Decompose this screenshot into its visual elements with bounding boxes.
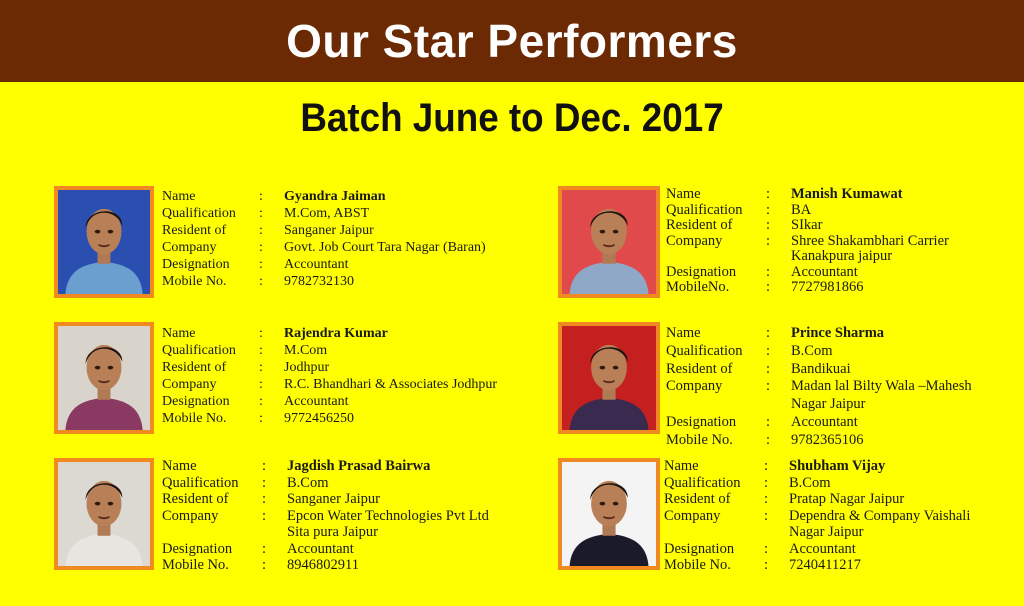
- detail-row: [666, 234, 949, 250]
- detail-value: 7240411217: [789, 557, 861, 573]
- detail-row: [162, 458, 489, 475]
- detail-label: Name: [162, 326, 196, 341]
- detail-label: Company: [666, 232, 723, 249]
- detail-label: Qualification: [666, 342, 743, 359]
- detail-value: Jodhpur: [284, 360, 330, 375]
- performer-name: Jagdish Prasad Bairwa: [287, 458, 431, 474]
- performer-photo: [54, 322, 154, 434]
- detail-separator: :: [262, 557, 267, 573]
- detail-row: [666, 396, 972, 414]
- detail-separator: :: [259, 206, 263, 221]
- page-title: Our Star Performers: [286, 15, 738, 67]
- detail-value: 8946802911: [287, 557, 359, 573]
- detail-row: [664, 524, 970, 541]
- detail-row: [162, 410, 497, 427]
- detail-row: [666, 378, 972, 396]
- detail-label: Company: [666, 378, 723, 395]
- detail-label: Resident of: [666, 360, 733, 377]
- detail-row: [162, 239, 486, 256]
- portrait-illustration: [562, 462, 656, 566]
- detail-separator: :: [766, 217, 771, 233]
- performer-details: [162, 325, 497, 427]
- detail-separator: :: [766, 413, 771, 430]
- detail-label: Company: [162, 507, 219, 524]
- detail-separator: :: [764, 458, 769, 474]
- performer-details: [666, 325, 972, 450]
- detail-value: BA: [791, 201, 812, 218]
- detail-label: Designation: [162, 257, 230, 272]
- detail-separator: :: [766, 186, 771, 202]
- detail-value: Pratap Nagar Jaipur: [789, 491, 905, 507]
- detail-separator: :: [259, 274, 263, 289]
- detail-label: Name: [162, 458, 197, 474]
- portrait-illustration: [58, 190, 150, 294]
- detail-value: Accountant: [789, 540, 856, 557]
- detail-value: 9772456250: [284, 411, 354, 426]
- detail-label: [666, 249, 766, 265]
- detail-separator: :: [259, 377, 263, 392]
- detail-label: Name: [666, 325, 701, 341]
- detail-label: Qualification: [162, 343, 236, 358]
- detail-label: Resident of: [664, 491, 731, 507]
- detail-row: [666, 280, 949, 296]
- performer-photo: [558, 458, 660, 570]
- detail-separator: :: [262, 540, 267, 557]
- detail-separator: :: [764, 507, 769, 524]
- detail-separator: [766, 249, 791, 265]
- detail-label: Qualification: [162, 474, 239, 491]
- detail-separator: :: [764, 474, 769, 491]
- detail-row: [664, 557, 970, 574]
- detail-value: Accountant: [791, 263, 858, 280]
- performer-details: [162, 458, 489, 574]
- detail-row: [666, 187, 949, 203]
- detail-label: [162, 524, 262, 541]
- performer-photo: [54, 458, 154, 570]
- performer-details: [162, 188, 486, 290]
- detail-row: [666, 265, 949, 281]
- detail-row: [666, 432, 972, 450]
- detail-label: Company: [162, 240, 217, 255]
- detail-separator: :: [766, 360, 771, 377]
- detail-separator: :: [259, 223, 263, 238]
- detail-separator: :: [262, 507, 267, 524]
- detail-row: [162, 376, 497, 393]
- detail-row: [162, 222, 486, 239]
- detail-value: Govt. Job Court Tara Nagar (Baran): [284, 240, 486, 255]
- detail-row: [664, 508, 970, 525]
- performer-details: [666, 187, 949, 296]
- detail-row: [666, 414, 972, 432]
- detail-row: [162, 524, 489, 541]
- detail-separator: :: [259, 257, 263, 272]
- detail-label: [666, 396, 766, 414]
- detail-separator: :: [259, 326, 263, 341]
- detail-value: Kanakpura jaipur: [791, 248, 893, 264]
- detail-row: [162, 491, 489, 508]
- detail-label: Name: [666, 186, 701, 202]
- detail-row: [162, 256, 486, 273]
- detail-label: Resident of: [162, 360, 227, 375]
- detail-value: Sanganer Jaipur: [284, 223, 374, 238]
- detail-separator: :: [766, 431, 771, 448]
- detail-value: M.Com, ABST: [284, 206, 370, 221]
- performer-photo: [558, 186, 660, 298]
- portrait-illustration: [58, 326, 150, 430]
- detail-separator: [262, 524, 287, 541]
- detail-separator: [764, 524, 789, 541]
- detail-row: [162, 325, 497, 342]
- detail-label: Name: [664, 458, 699, 474]
- detail-value: Accountant: [287, 540, 354, 557]
- detail-row: [162, 188, 486, 205]
- detail-label: Mobile No.: [664, 557, 731, 573]
- detail-separator: :: [259, 240, 263, 255]
- detail-row: [162, 508, 489, 525]
- batch-subtitle: Batch June to Dec. 2017: [300, 96, 724, 140]
- detail-row: [664, 458, 970, 475]
- detail-row: [666, 249, 949, 265]
- detail-label: Designation: [162, 540, 233, 557]
- header-banner: [0, 0, 1024, 82]
- detail-value: B.Com: [287, 474, 329, 491]
- detail-label: Designation: [666, 413, 737, 430]
- detail-label: Mobile No.: [666, 431, 733, 448]
- portrait-illustration: [562, 326, 656, 430]
- detail-separator: :: [259, 360, 263, 375]
- detail-value: Nagar Jaipur: [791, 396, 866, 413]
- detail-value: 9782732130: [284, 274, 354, 289]
- detail-separator: :: [764, 540, 769, 557]
- detail-separator: :: [766, 342, 771, 359]
- portrait-illustration: [562, 190, 656, 294]
- detail-row: [162, 393, 497, 410]
- detail-label: Designation: [664, 540, 735, 557]
- detail-row: [162, 205, 486, 222]
- detail-value: Accountant: [284, 257, 349, 272]
- detail-label: Company: [664, 507, 721, 524]
- performer-name: Rajendra Kumar: [284, 326, 388, 341]
- detail-separator: :: [766, 279, 771, 295]
- detail-label: [664, 524, 764, 541]
- detail-label: Qualification: [666, 201, 743, 218]
- detail-separator: :: [766, 263, 771, 280]
- detail-label: Qualification: [162, 206, 236, 221]
- detail-value: Nagar Jaipur: [789, 524, 864, 540]
- detail-row: [162, 541, 489, 558]
- detail-value: SIkar: [791, 217, 823, 233]
- detail-value: M.Com: [284, 343, 328, 358]
- detail-separator: :: [766, 325, 771, 341]
- detail-separator: :: [766, 232, 771, 249]
- detail-row: [666, 203, 949, 219]
- detail-row: [162, 475, 489, 492]
- performer-details: [664, 458, 970, 574]
- detail-separator: :: [262, 474, 267, 491]
- detail-label: Designation: [666, 263, 737, 280]
- detail-separator: :: [259, 394, 263, 409]
- detail-separator: :: [259, 343, 263, 358]
- detail-label: Mobile No.: [162, 557, 229, 573]
- detail-value: Sita pura Jaipur: [287, 524, 379, 540]
- detail-row: [162, 359, 497, 376]
- performer-photo: [54, 186, 154, 298]
- detail-row: [664, 541, 970, 558]
- detail-separator: [766, 396, 791, 414]
- detail-label: Resident of: [162, 491, 229, 507]
- performer-name: Shubham Vijay: [789, 458, 886, 474]
- detail-row: [666, 361, 972, 379]
- detail-row: [666, 343, 972, 361]
- detail-value: Accountant: [791, 413, 858, 430]
- performer-photo: [558, 322, 660, 434]
- detail-separator: :: [764, 557, 769, 573]
- detail-separator: :: [262, 491, 267, 507]
- detail-separator: :: [766, 378, 771, 395]
- detail-value: Madan lal Bilty Wala –Mahesh: [791, 378, 972, 395]
- detail-row: [664, 491, 970, 508]
- detail-value: 7727981866: [791, 279, 864, 295]
- detail-value: Dependra & Company Vaishali: [789, 507, 971, 524]
- detail-value: R.C. Bhandhari & Associates Jodhpur: [284, 377, 498, 392]
- performer-name: Gyandra Jaiman: [284, 189, 386, 204]
- detail-separator: :: [262, 458, 267, 474]
- detail-value: B.Com: [791, 342, 833, 359]
- detail-value: Epcon Water Technologies Pvt Ltd: [287, 507, 489, 524]
- detail-label: Resident of: [162, 223, 227, 238]
- detail-value: Accountant: [284, 394, 349, 409]
- detail-label: Company: [162, 377, 217, 392]
- performer-name: Prince Sharma: [791, 325, 885, 341]
- detail-separator: :: [259, 411, 263, 426]
- detail-value: Shree Shakambhari Carrier: [791, 232, 949, 249]
- detail-value: B.Com: [789, 474, 831, 491]
- detail-separator: :: [259, 189, 263, 204]
- detail-row: [162, 342, 497, 359]
- detail-separator: :: [764, 491, 769, 507]
- detail-row: [666, 325, 972, 343]
- detail-row: [666, 218, 949, 234]
- detail-value: Bandikuai: [791, 360, 851, 377]
- detail-value: 9782365106: [791, 431, 864, 448]
- detail-label: Qualification: [664, 474, 741, 491]
- detail-label: Name: [162, 189, 196, 204]
- detail-label: Mobile No.: [162, 274, 227, 289]
- detail-row: [162, 273, 486, 290]
- detail-label: Resident of: [666, 217, 733, 233]
- detail-value: Sanganer Jaipur: [287, 491, 381, 507]
- detail-label: MobileNo.: [666, 279, 730, 295]
- detail-label: Designation: [162, 394, 230, 409]
- portrait-illustration: [58, 462, 150, 566]
- detail-row: [664, 475, 970, 492]
- detail-label: Mobile No.: [162, 411, 227, 426]
- detail-row: [162, 557, 489, 574]
- detail-separator: :: [766, 201, 771, 218]
- performer-name: Manish Kumawat: [791, 186, 903, 202]
